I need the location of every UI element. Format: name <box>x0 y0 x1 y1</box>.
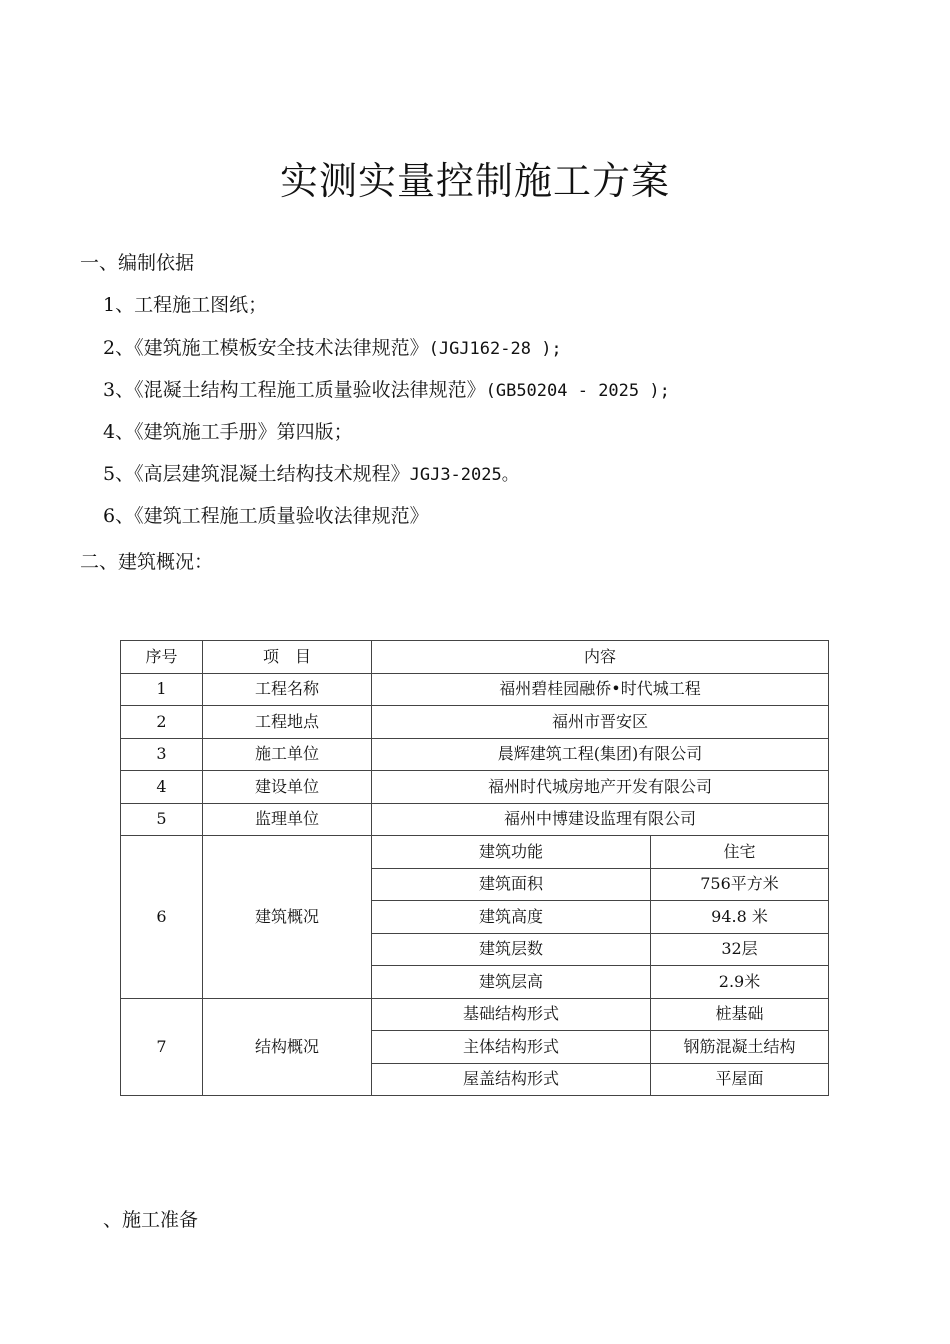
basis-item-code: (JGJ162-28 ); <box>428 339 562 359</box>
row-no: 3 <box>121 738 203 771</box>
row-no: 4 <box>121 771 203 804</box>
table-header-row <box>121 641 829 674</box>
row-no: 1 <box>121 673 203 706</box>
sub-value: 756平方米 <box>651 868 829 901</box>
building-overview-table <box>120 640 829 1096</box>
row-content: 福州市晋安区 <box>372 706 829 739</box>
sub-label: 屋盖结构形式 <box>372 1063 651 1096</box>
basis-item-1 <box>103 292 267 318</box>
basis-item-text: 《建筑工程施工质量验收法律规范》 <box>134 505 429 527</box>
basis-item-number: 5、 <box>103 463 135 485</box>
table-row <box>121 836 829 869</box>
building-group-item: 建筑概况 <box>203 836 372 999</box>
basis-item-code: JGJ3-2025。 <box>409 465 519 485</box>
row-item: 工程名称 <box>203 673 372 706</box>
basis-item-number: 2、 <box>103 337 135 359</box>
sub-label: 建筑面积 <box>372 868 651 901</box>
sub-value: 桩基础 <box>651 998 829 1031</box>
basis-item-number: 6、 <box>103 505 135 527</box>
sub-label: 建筑功能 <box>372 836 651 869</box>
row-item: 监理单位 <box>203 803 372 836</box>
basis-item-text: 《高层建筑混凝土结构技术规程》 <box>134 463 410 485</box>
sub-label: 建筑层高 <box>372 966 651 999</box>
building-group-no: 6 <box>121 836 203 999</box>
basis-item-text: 《混凝土结构工程施工质量验收法律规范》 <box>134 379 486 401</box>
basis-item-6 <box>103 503 429 529</box>
sub-label: 建筑层数 <box>372 933 651 966</box>
row-content: 福州中博建设监理有限公司 <box>372 803 829 836</box>
sub-label: 基础结构形式 <box>372 998 651 1031</box>
row-content: 晨辉建筑工程(集团)有限公司 <box>372 738 829 771</box>
sub-value: 2.9米 <box>651 966 829 999</box>
table-row <box>121 738 829 771</box>
header-item: 项 目 <box>203 641 372 674</box>
table-row <box>121 771 829 804</box>
section-heading-basis: 一、编制依据 <box>80 252 195 274</box>
basis-item-4 <box>103 419 353 445</box>
header-no: 序号 <box>121 641 203 674</box>
sub-value: 钢筋混凝土结构 <box>651 1031 829 1064</box>
basis-item-number: 1、 <box>103 294 135 316</box>
sub-value: 住宅 <box>651 836 829 869</box>
basis-item-text: 工程施工图纸； <box>134 294 268 316</box>
sub-value: 平屋面 <box>651 1063 829 1096</box>
row-no: 5 <box>121 803 203 836</box>
page-title: 实测实量控制施工方案 <box>279 159 670 203</box>
sub-label: 建筑高度 <box>372 901 651 934</box>
basis-item-code: (GB50204 - 2025 ); <box>485 381 670 401</box>
structure-group-item: 结构概况 <box>203 998 372 1096</box>
table-row <box>121 803 829 836</box>
basis-item-2 <box>103 335 562 362</box>
structure-group-no: 7 <box>121 998 203 1096</box>
row-content: 福州碧桂园融侨•时代城工程 <box>372 673 829 706</box>
basis-item-number: 4、 <box>103 421 135 443</box>
row-no: 2 <box>121 706 203 739</box>
header-content: 内容 <box>372 641 829 674</box>
row-item: 工程地点 <box>203 706 372 739</box>
sub-value: 94.8 米 <box>651 901 829 934</box>
table-row <box>121 673 829 706</box>
row-content: 福州时代城房地产开发有限公司 <box>372 771 829 804</box>
basis-item-number: 3、 <box>103 379 135 401</box>
sub-value: 32层 <box>651 933 829 966</box>
table-row <box>121 998 829 1031</box>
basis-item-text: 《建筑施工模板安全技术法律规范》 <box>134 337 429 359</box>
basis-item-text: 《建筑施工手册》第四版； <box>134 421 353 443</box>
basis-item-3 <box>103 377 670 404</box>
sub-label: 主体结构形式 <box>372 1031 651 1064</box>
basis-item-5 <box>103 461 519 488</box>
row-item: 施工单位 <box>203 738 372 771</box>
section-heading-overview: 二、建筑概况： <box>80 551 214 573</box>
section-heading-preparation: 、施工准备 <box>103 1209 199 1231</box>
table-row <box>121 706 829 739</box>
row-item: 建设单位 <box>203 771 372 804</box>
